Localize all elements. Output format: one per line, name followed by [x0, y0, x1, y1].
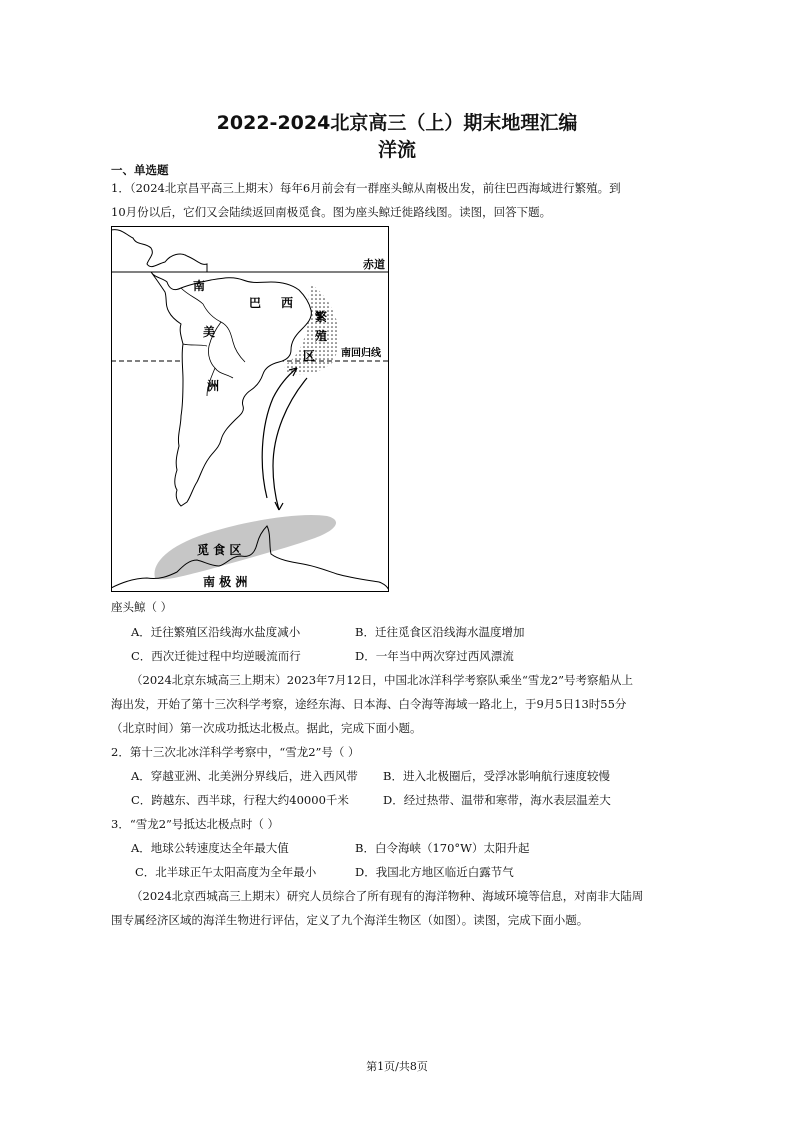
- q1-option-c[interactable]: C．西次迁徙过程中均逆暖流而行: [131, 649, 301, 663]
- q1-option-d[interactable]: D．一年当中两次穿过西风漂流: [355, 649, 514, 663]
- q2-option-c[interactable]: C．跨越东、西半球，行程大约40000千米: [131, 793, 349, 807]
- q3-option-a[interactable]: A．地球公转速度达全年最大值: [131, 841, 289, 855]
- page-footer: 第1页/共8页: [366, 1060, 428, 1073]
- label-mei: 美: [203, 325, 216, 339]
- q3-option-d[interactable]: D．我国北方地区临近白露节气: [355, 865, 514, 879]
- q1-option-b[interactable]: B．迁往觅食区沿线海水温度增加: [355, 625, 525, 639]
- passage3-line1: （2024北京西城高三上期末）研究人员综合了所有现有的海洋物种、海域环境等信息，对南非大陆周: [131, 889, 644, 903]
- label-fan: 繁: [315, 310, 328, 324]
- q2-option-b[interactable]: B．进入北极圈后，受浮冰影响航行速度较慢: [383, 769, 610, 783]
- q2-option-a[interactable]: A．穿越亚洲、北美洲分界线后，进入西风带: [131, 769, 358, 783]
- q2-stem: 2．第十三次北冰洋科学考察中，“雪龙2”号（ ）: [111, 745, 360, 759]
- label-brazil-2: 西: [281, 296, 294, 310]
- q1-option-a[interactable]: A．迁往繁殖区沿线海水盐度减小: [131, 625, 301, 639]
- q3-option-b[interactable]: B．白令海峡（170°W）太阳升起: [355, 841, 530, 855]
- document-title: 2022-2024北京高三（上）期末地理汇编: [216, 112, 578, 134]
- passage2-line2: 海出发，开始了第十三次科学考察，途经东海、日本海、白令海等海域一路北上，于9月5日13时55分: [111, 697, 627, 711]
- document-subtitle: 洋流: [377, 139, 416, 161]
- label-brazil-1: 巴: [249, 296, 262, 310]
- q1-stem: 座头鲸（ ）: [111, 600, 173, 614]
- label-tropic: 南回归线: [341, 348, 381, 359]
- whale-migration-map: [111, 226, 389, 592]
- label-feeding: 觅 食 区: [197, 543, 242, 557]
- label-zhou: 洲: [207, 379, 220, 393]
- q1-intro-line1: 1．（2024北京昌平高三上期末）每年6月前会有一群座头鲸从南极出发，前往巴西海域进行繁殖。到: [111, 181, 621, 195]
- label-zhi: 殖: [315, 329, 328, 343]
- q3-option-c[interactable]: C．北半球正午太阳高度为全年最小: [135, 865, 317, 879]
- label-equator: 赤道: [363, 258, 385, 271]
- label-qu: 区: [303, 349, 316, 363]
- passage3-line2: 围专属经济区域的海洋生物进行评估，定义了九个海洋生物区（如图）。读图，完成下面小题。: [111, 913, 589, 927]
- passage2-line1: （2024北京东城高三上期末）2023年7月12日，中国北冰洋科学考察队乘坐“雪龙2”号考察船从上: [131, 673, 634, 687]
- q2-option-d[interactable]: D．经过热带、温带和寒带，海水表层温差大: [383, 793, 611, 807]
- label-antarctica: 南 极 洲: [203, 575, 248, 589]
- label-nan: 南: [193, 279, 206, 293]
- section-heading: 一、单选题: [111, 163, 169, 177]
- q3-stem: 3．“雪龙2”号抵达北极点时（ ）: [111, 817, 280, 831]
- q1-intro-line2: 10月份以后，它们又会陆续返回南极觅食。图为座头鲸迁徙路线图。读图，回答下题。: [111, 205, 552, 219]
- passage2-line3: （北京时间）第一次成功抵达北极点。据此，完成下面小题。: [111, 721, 422, 735]
